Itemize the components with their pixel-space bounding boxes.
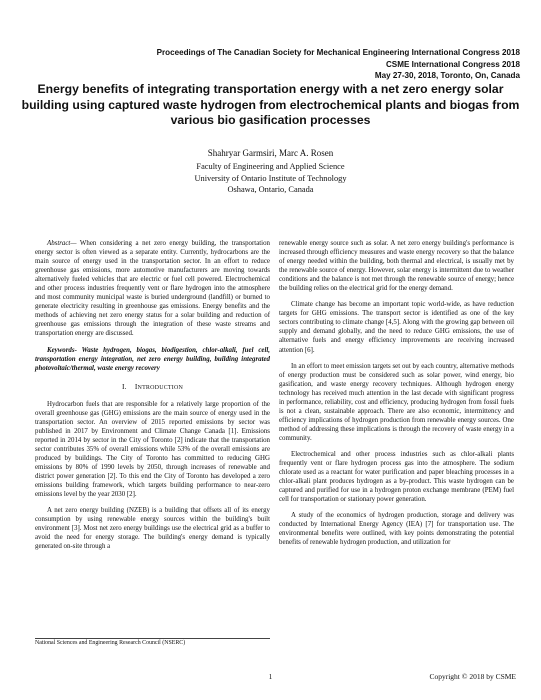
- body-paragraph: A study of the economics of hydrogen production, storage and delivery was conducted by International Energy Agency (IEA) [7] for transportation use. The environmental benefits were outlined, with key points demonstrating the potential benefits of renewable hydrogen production, and utilization for: [279, 512, 514, 547]
- dates-line: May 27-30, 2018, Toronto, On, Canada: [374, 71, 520, 80]
- body-paragraph: renewable energy source such as solar. A net zero energy building's performance is increased through efficiency measures and waste energy recovery so that the balance of energy needed within the building, both thermal and electrical, is usually met by the renewable source of energy. However, solar energy is intermittent due to weather conditions and the balance is not met through the renewable source of energy; hence the building relies on the electrical grid for the energy demand.: [279, 240, 514, 293]
- author-location: Oshawa, Ontario, Canada: [227, 184, 314, 194]
- right-column: [279, 239, 514, 547]
- proceedings-line: Proceedings of The Canadian Society for Mechanical Engineering International Congress 2018: [156, 48, 520, 57]
- body-paragraph: Hydrocarbon fuels that are responsible for a relatively large proportion of the overall greenhouse gas (GHG) emissions are the main source of energy used in the transportation sector. An overview of 2015 reported emissions by sector was published in 2017 by Environment and Climate Change Canada [1]. Emissions reported in 2014 by sector in the City of Toronto [2] indicate that the transportation sector contributes 35% of overall emissions while 53% of the overall emissions are produced by buildings. The City of Toronto has committed to reducing GHG emissions by 80% of 1990 levels by 2050, through increases of renewable and district power generation [2]. To this end the City of Toronto has developed a zero emissions building framework, which targets building performance to near-zero emissions level by the year 2030 [2].: [35, 400, 270, 499]
- abstract-paragraph: [35, 239, 270, 339]
- body-paragraph: Climate change has become an important topic world-wide, as have reduction targets for GHG emissions. The transport sector is identified as one of the key sectors contributing to climate change [4,5]. Along with the growing gap between oil supply and demand globally, and the need to reduce GHG emissions, the use of alternative fuels and energy efficiency improvements are receiving increased attention [6].: [279, 301, 514, 354]
- abstract-text: When considering a net zero energy building, the transportation energy sector is often viewed as a separate entity. Currently, hydrocarbons are the main source of energy used in the transportation sector. In an effort to reduce greenhouse gas emissions, more automotive manufacturers are moving towards alternatively fueled vehicles that are electric or fuel cell powered. Electrochemical and other process industries frequently vent or flare hydrogen into the atmosphere and most community municipal waste is buried underground (landfill) or burned to generate electricity resulting in greenhouse gas emissions. Energy benefits and the methods of achieving net zero energy status for a solar building and reduction of greenhouse gas emissions through the integration of these waste streams and transportation energy are discussed.: [35, 240, 270, 338]
- author-affiliation: Faculty of Engineering and Applied Science: [196, 162, 345, 172]
- copyright-notice: Copyright © 2018 by CSME: [429, 672, 516, 681]
- author-names: Shahryar Garmsiri, Marc A. Rosen: [207, 148, 334, 158]
- keywords-paragraph: [35, 346, 270, 373]
- section-title-initial: I: [134, 381, 138, 391]
- section-number: I.: [121, 381, 127, 391]
- page-number: 1: [268, 672, 273, 681]
- author-block: [0, 148, 541, 195]
- footnote: National Sciences and Engineering Research Council (NSERC): [35, 638, 270, 647]
- body-paragraph: Electrochemical and other process industries such as chlor-alkali plants frequently vent or flare hydrogen process gas into the atmosphere. The sodium chlorate used as a reactant for water purification and paper bleaching processes in a chlor-alkali plant produces hydrogen as a by-product. This waste hydrogen can be captured and purified for use in a hydrogen proton exchange membrane (PEM) fuel cell for transportation or stationary power generation.: [279, 450, 514, 504]
- section-title-rest: NTRODUCTION: [137, 384, 184, 391]
- author-institution: University of Ontario Institute of Technology: [194, 173, 347, 183]
- body-paragraph: A net zero energy building (NZEB) is a building that offsets all of its energy consumption by using renewable energy sources within the building's built environment [3]. Most net zero energy buildings use the electrical grid as a buffer to avoid the need for energy storage. The building's energy demand is typically generated on-site through a: [35, 507, 270, 551]
- keywords-label: Keywords-: [47, 346, 77, 354]
- paper-title: Energy benefits of integrating transportation energy with a net zero energy solar building using captured waste hydrogen from electrochemical plants and biogas from various bio gasification processes: [21, 82, 520, 128]
- congress-line: CSME International Congress 2018: [385, 59, 520, 69]
- abstract-label: Abstract—: [47, 240, 77, 247]
- keywords-text: Waste hydrogen, biogas, biodigestion, chlor-alkali, fuel cell, transportation energy integration, net zero energy building, building integrated photovoltaic/thermal, waste energy recovery: [35, 346, 270, 372]
- body-paragraph: In an effort to meet emission targets set out by each country, alternative methods of energy production must be considered such as solar power, wind energy, bio gasification, and waste energy recovery techniques. Although hydrogen energy technology has received much attention in the last decade with significant progress in performance, reliability, cost and efficiency, producing hydrogen from fossil fuels is not a clean, sustainable approach. There are also economic, intermittency and efficiency implications of hydrogen production from renewable energy sources. One method of addressing these implications is through the recovery of waste energy in a community.: [279, 362, 514, 442]
- conference-header: [157, 47, 520, 82]
- left-column: [35, 239, 270, 551]
- section-heading: [35, 382, 270, 393]
